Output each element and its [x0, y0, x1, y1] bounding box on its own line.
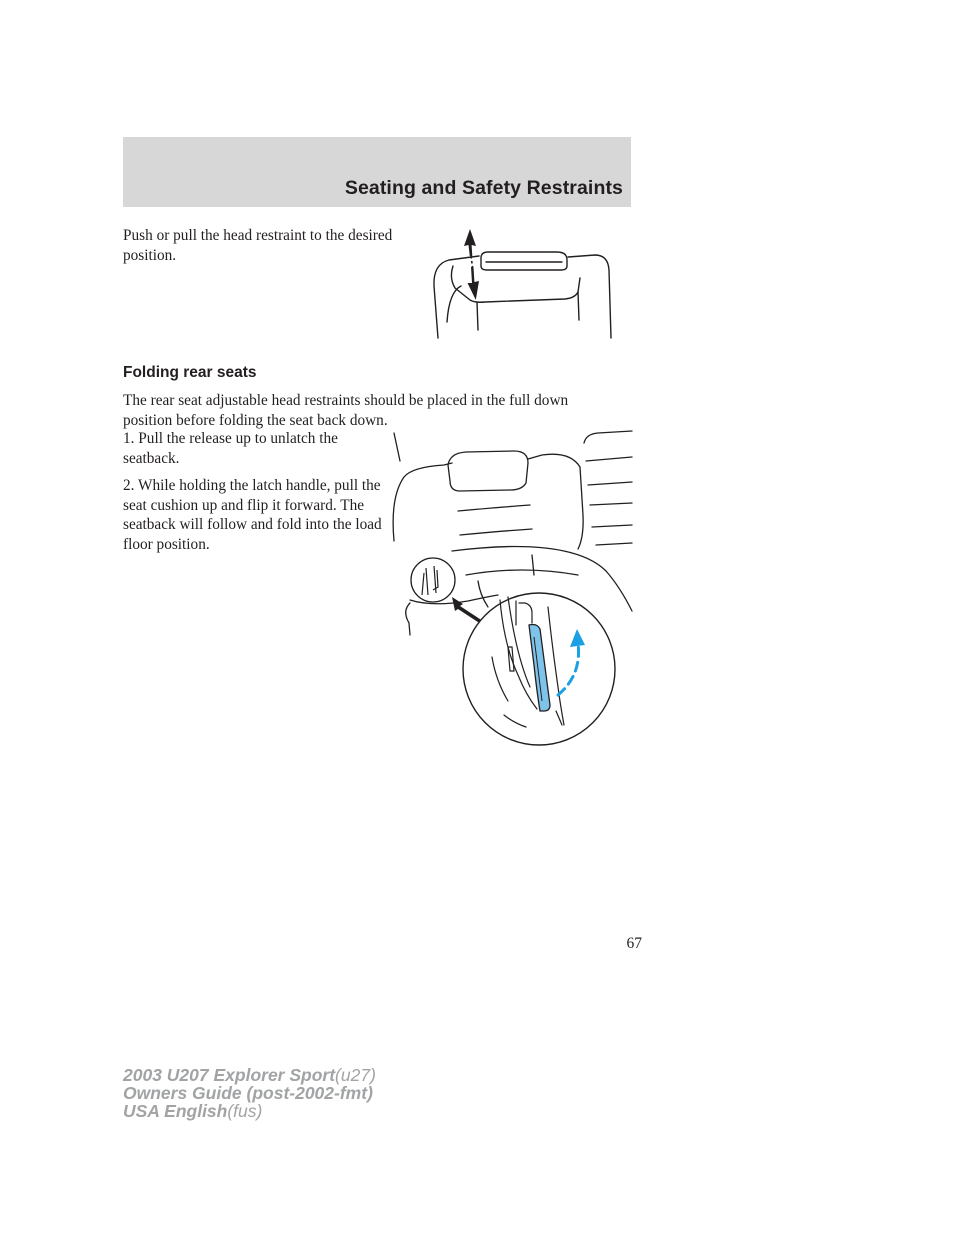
footer-vehicle: 2003 U207 Explorer Sport	[123, 1065, 336, 1085]
section-title: Seating and Safety Restraints	[344, 177, 623, 199]
step-1-text: 1. Pull the release up to unlatch the seatback.	[123, 430, 338, 467]
rear-seat-release-illustration	[392, 425, 634, 747]
footer-language: USA English	[123, 1101, 228, 1121]
step-2-text: 2. While holding the latch handle, pull the seat cushion up and flip it forward. The seatback will follow and fold into the load floor position.	[123, 477, 382, 553]
head-restraint-instruction: Push or pull the head restraint to the desired position.	[123, 227, 393, 264]
folding-intro-text: The rear seat adjustable head restraints should be placed in the full down position before folding the seat back down.	[123, 392, 569, 429]
folding-rear-seats-heading: Folding rear seats	[123, 364, 257, 381]
section-header-band	[123, 137, 631, 207]
head-restraint-illustration	[425, 222, 625, 344]
footer-language-code: (fus)	[227, 1101, 263, 1121]
footer-vehicle-line	[123, 1066, 376, 1084]
page-number: 67	[626, 935, 642, 952]
footer-language-line	[123, 1102, 262, 1120]
footer-vehicle-code: (u27)	[335, 1065, 376, 1085]
footer-guide-line: Owners Guide (post-2002-fmt)	[123, 1083, 373, 1103]
